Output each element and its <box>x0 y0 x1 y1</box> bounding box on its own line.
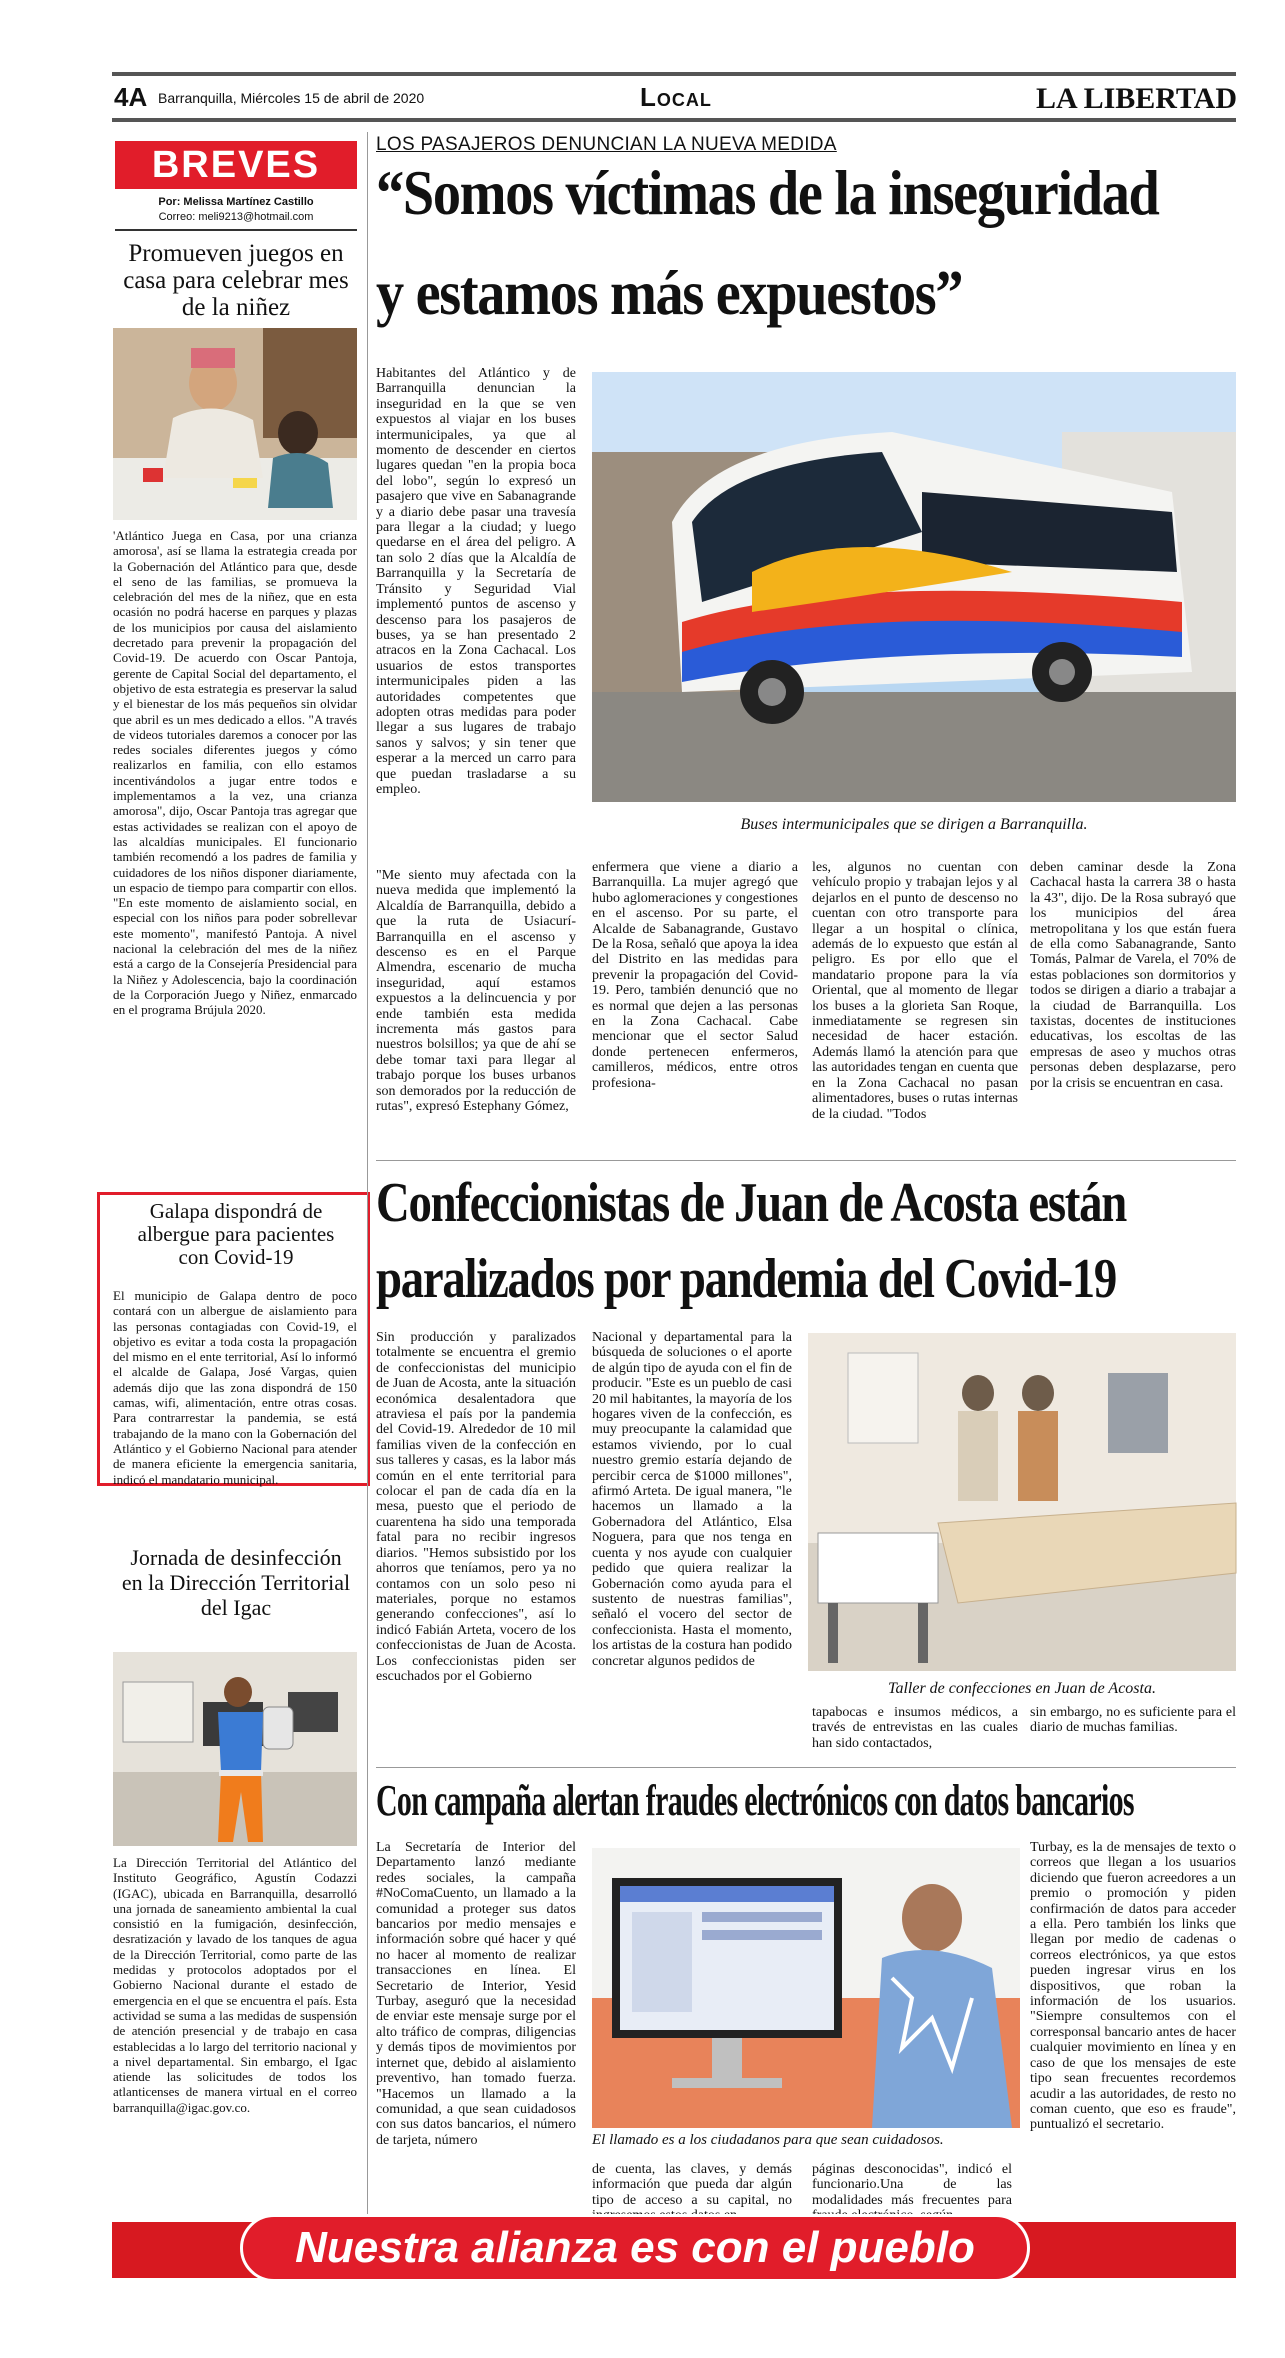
story2-col1: Sin producción y paralizados totalmente se encuentra el gremio de confeccionistas del municipio de Juan de Acosta, ante la situación económica desalentadora que atraviesa el país por la pandemia del Covid-19. Alrededor de 10 mil familias viven de la confección en sus talleres y casas, es la labor más común en el ente territorial para colocar el pan de cada día en la mesa, puesto que el periodo de cuarentena ha sido una temporada fatal para no recibir ingresos diarios. "Hemos subsistido por los ahorros que teníamos, pero ya no contamos con un solo peso ni materiales, porque no estamos generando confecciones", así lo indicó Fabián Arteta, vocero de los confeccionistas de Juan de Acosta. Los confeccionistas piden ser escuchados por el Gobierno <box>376 1330 576 1684</box>
footer-slogan: Nuestra alianza es con el pueblo <box>295 2223 975 2272</box>
bus-photo <box>592 372 1236 802</box>
story1-col4: deben caminar desde la Zona Cachacal hasta la carrera 38 o hasta la 43", dijo. De la Rosa subrayó que los municipios del área metropolitana y los que están fuera de ella como Sabanagrande, Santo Tomás, Palmar de Varela, el 70% de estas poblaciones son dormitorios y todos se dirigen a diario a trabajar a la ciudad de Barranquilla. Los taxistas, docentes de instituciones educativas, los escoltas de las empresas de aseo y muchos otras personas deben desplazarse, pero por la crisis se encuentran en casa. <box>1030 860 1236 1091</box>
story3-col1: La Secretaría de Interior del Departamento lanzó mediante redes sociales, la campaña #NoComaCuento, un llamado a la comunidad a proteger sus datos bancarios por medio mensajes e información sobre qué hacer y qué no hacer al momento de realizar transacciones en línea. El Secretario de Interior, Yesid Turbay, aseguró que la necesidad de enviar este mensaje surge por el alto tráfico de compras, diligencias y demás tipos de movimientos por internet que, debido al aislamiento preventivo, han tomado fuerza. "Hacemos un llamado a la comunidad, a que sean cuidadosos con sus datos bancarios, el número de tarjeta, número <box>376 1840 576 2148</box>
page-number: 4A <box>114 82 148 112</box>
breves-byline: Por: Melissa Martínez Castillo <box>158 196 314 208</box>
story3-col2: de cuenta, las claves, y demás información que pueda dar algún tipo de acceso a su capital, no <box>592 2162 792 2208</box>
story3-col4: Turbay, es la de mensajes de texto o correos que llegan a los usuarios diciendo que fueron acreedores a un premio o promoción y piden confirmación de datos para acceder a ella. Pero también los links que llegan por medio de cadenas o correos electrónicos, ya que estos pueden ingresar virus en los dispositivos, que roban la información de los usuarios. "Siempre consultemos con el corresponsal bancario antes de hacer cualquier movimiento en línea y en caso de que los mensajes de este tipo sean frecuentes recordemos acudir a las autoridades, de resto no coman cuento, que eso es fraude", puntualizó el secretario. <box>1030 1840 1236 2133</box>
computer-photo <box>592 1848 1020 2128</box>
sidebar1-title: Promueven juegos en casa para celebrar mes de la niñez <box>123 240 349 321</box>
story2-col4: sin embargo, no es suficiente para el diario de muchas familias. <box>1030 1705 1236 1736</box>
story2-headline-line2: paralizados por pandemia del Covid-19 <box>376 1248 1117 1310</box>
story1-col3: les, algunos no cuentan con vehículo propio y trabajan lejos y al dejarlos en el punto de descenso no cuentan con otro transporte para llegar a un hospital o clínica, además de lo expuesto que están al peligro. Es por ello que el mandatario propone para la vía Oriental, que al momento de llegar los buses a la glorieta San Roque, inmediatamente se regresen sin necesidad de hacer estación. Además llamó la atención para que las autoridades tengan en cuenta que en la Zona Cachacal no pasan alimentadores, buses o rutas internas de la ciudad. "Todos <box>812 860 1018 1122</box>
story1-col1: "Me siento muy afectada con la nueva medida que implementó la Alcaldía de Barranquilla, debido a que la ruta de Usiacurí-Barranquilla en el ascenso y descenso es en el Parque Almendra, escenario de mucha inseguridad, aquí estamos expuestos a la delincuencia y por ende también esta medida incrementa más gastos para nuestros bolsillos; ya que de ahí se debe tomar taxi para llegar al trabajo porque los buses urbanos son demorados por la reducción de rutas", expresó Estephany Gómez, <box>376 868 576 1115</box>
masthead-bottom-rule <box>112 118 1236 122</box>
story2-bottom-rule <box>376 1767 1236 1768</box>
story1-headline-line1: “Somos víctimas de la inseguridad <box>376 157 1159 228</box>
sidebar1-body: 'Atlántico Juega en Casa, por una crianza amorosa', así se llama la estrategia creada por la Gobernación del Atlántico para que, desde el seno de las familias, se promueva la celebración del mes de la niñez, que en esta ocasión no podrá hacerse en parques y plazas de los municipios por causa del aislamiento decretado para prevenir la propagación del Covid-19. De acuerdo con Oscar Pantoja, gerente de Capital Social del departamento, el objetivo de esta estrategia es preservar la salud y el bienestar de los más pequeños sin olvidar que abril es un mes dedicado a ellos. "A través de videos tutoriales daremos a conocer por las redes sociales diferentes juegos y cómo realizarlos en familia, con ello estamos incentivándolos a jugar entre todos e implementamos a la vez, una crianza amorosa", dijo, Oscar Pantoja tras agregar que estas actividades se realizan con el apoyo de las alcaldías municipales. El funcionario también recomendó a los padres de familia y cuidadores de los niños disponer diariamente, un espacio de tiempo para compartir con ellos. "En este momento de aislamiento social, en especial con los niños para poder sobrellevar este momento", manifestó Pantoja. A nivel nacional la celebración del mes de la niñez está a cargo de la Consejería Presidencial para la Niñez y Adolescencia, bajo la coordinación de la Corporación Juego y Niñez, enmarcado en el programa Brújula 2020. <box>113 528 357 1018</box>
game-photo <box>113 328 357 520</box>
section-name: Local <box>640 82 712 112</box>
workshop-photo-caption: Taller de confecciones en Juan de Acosta. <box>888 1680 1156 1697</box>
bus-photo-caption: Buses intermunicipales que se dirigen a Barranquilla. <box>740 816 1088 833</box>
paper-name: LA LIBERTAD <box>1036 82 1237 115</box>
workshop-photo <box>808 1333 1236 1671</box>
breves-email: Correo: meli9213@hotmail.com <box>158 211 314 223</box>
story3-col3: páginas desconocidas", indicó el funcionario.Una de las modalidades más frecuentes para <box>812 2162 1012 2208</box>
breves-label: BREVES <box>115 141 357 189</box>
story1-kicker: LOS PASAJEROS DENUNCIAN LA NUEVA MEDIDA <box>376 134 837 155</box>
sidebar2-title: Galapa dispondrá de albergue para pacientes con Covid-19 <box>137 1199 335 1269</box>
fumigation-photo <box>113 1652 357 1846</box>
story1-bottom-rule <box>376 1160 1236 1161</box>
sidebar3-body: La Dirección Territorial del Atlántico del Instituto Geográfico, Agustín Codazzi (IGAC), ubicada en Barranquilla, desarrolló una jornada de saneamiento ambiental la cual consistió en la fumigación, desinfección, desratización y lavado de los tanques de agua de la Dirección Territorial, como parte de las medidas y protocolos adoptados por el Gobierno Nacional durante el estado de emergencia en el que se encuentra el país. Esta actividad se suma a las medidas de suspensión de atención presencial y de trabajo en casa establecidas a lo largo del territorio nacional y a nivel departamental. Sin embargo, el Igac atiende las solicitudes de todos los atlanticenses de manera virtual en el correo barranquilla@igac.gov.co. <box>113 1855 357 2115</box>
sidebar3-title: Jornada de desinfección en la Dirección Territorial del Igac <box>121 1545 351 1620</box>
computer-photo-caption: El llamado es a los ciudadanos para que sean cuidadosos. <box>592 2132 944 2148</box>
story1-col2: enfermera que viene a diario a Barranquilla. La mujer agregó que hubo aglomeraciones y congestiones en el ascenso. Por su parte, el Alcalde de Sabanagrande, Gustavo De la Rosa, señaló que apoya la idea del Distrito en las medidas para prevenir la propagación del Covid-19. Pero, también denunció que no es normal que dejen a las personas en la Zona Cachacal. Cabe mencionar que el sector Salud donde pertenecen enfermeros, camilleros, médicos, entre otros profesiona- <box>592 860 798 1091</box>
story2-headline-line1: Confeccionistas de Juan de Acosta están <box>376 1172 1126 1234</box>
story2-col2: Nacional y departamental para la búsqueda de soluciones o el aporte de algún tipo de ayuda con el fin de producir. "Este es un pueblo de casi 20 mil habitantes, la mayoría de los hogares viven de la confección, es muy preocupante la calamidad que estamos viviendo, por lo cual nuestro gremio estaría dejando de percibir cerca de $1000 millones", afirmó Arteta. De igual manera, "le hacemos un llamado a la Gobernadora del Atlántico, Elsa Noguera, para que nos tenga en cuenta y nos ayude con cualquier pedido que quiera realizar la Gobernación como ayuda para el sustento de nuestras familias", señaló el vocero del sector de confeccionista. Hasta el momento, los artistas de la costura han podido concretar algunos pedidos de <box>592 1330 792 1669</box>
sidebar-divider <box>367 132 368 2252</box>
date-line: Barranquilla, Miércoles 15 de abril de 2020 <box>158 90 425 106</box>
story1-lead: Habitantes del Atlántico y de Barranquilla denuncian la inseguridad en la que se ven expuestos al viajar en los buses intermunicipales, ya que al momento de descender en ciertos lugares quedan "en la propia boca del lobo", según lo expresó un pasajero que vive en Sabanagrande y a diario debe pasar una travesía para llegar a la ciudad; y luego quedarse en el área del peligro. A tan solo 2 días que la Alcaldía de Barranquilla y la Secretaría de Tránsito y Seguridad Vial implementó puntos de ascenso y descenso para los pasajeros de buses, ya se han presentado 2 atracos en la Zona Cachacal. Los usuarios de estos transportes intermunicipales piden a las autoridades competentes que adopten otras medidas para poder llegar a sus lugares de trabajo sanos y salvos; y sin tener que esperar a la merced un carro para que puedan trasladarse a su empleo. <box>376 366 576 797</box>
story3-headline: Con campaña alertan fraudes electrónicos con datos bancarios <box>376 1776 1134 1825</box>
story2-col3: tapabocas e insumos médicos, a través de entrevistas en las cuales han sido contactados, <box>812 1705 1018 1751</box>
sidebar2-body: El municipio de Galapa dentro de poco contará con un albergue de aislamiento para las personas contagiadas con Covid-19, el objetivo es evitar a toda costa la propagación del mismo en el ente territorial, Así lo informó el alcalde de Galapa, José Vargas, quien además dijo que las zona dispondrá de 150 camas, wifi, alimentación, entre otras cosas. Para contrarrestar la pandemia, se está trabajando de la mano con la Gobernación del Atlántico y el Gobierno Nacional para atender de manera eficiente la emergencia sanitaria, indicó el mandatario municipal. <box>113 1288 357 1487</box>
top-rule <box>112 72 1236 76</box>
story1-headline-line2: y estamos más expuestos” <box>376 257 963 328</box>
breves-rule <box>115 229 357 231</box>
